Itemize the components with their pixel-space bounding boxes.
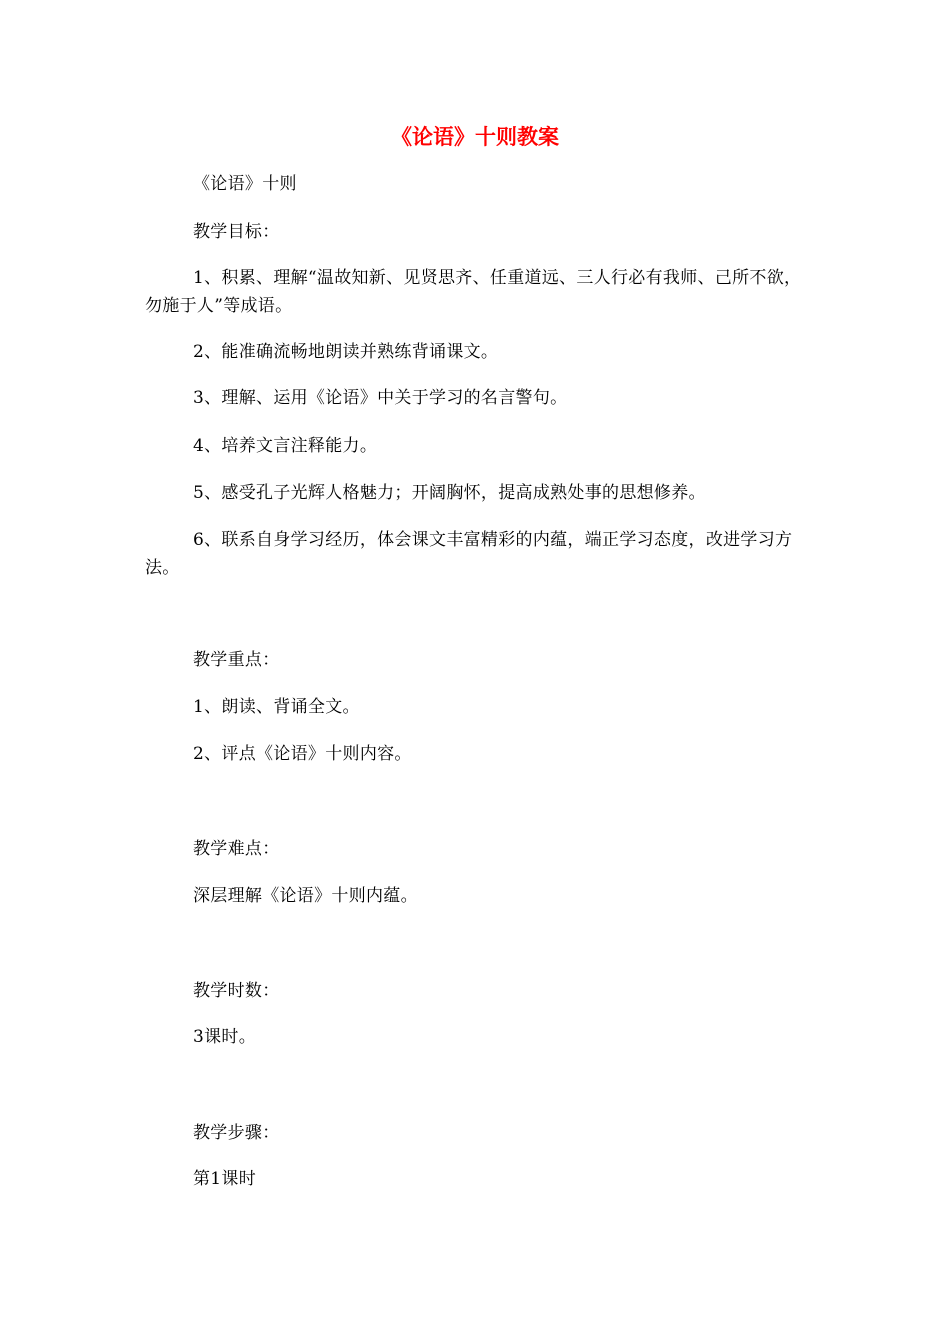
key-points-heading: 教学重点： [193, 650, 280, 670]
objective-item-4: 4、培养文言注释能力。 [193, 436, 378, 456]
objective-item-1: 1、积累、理解“温故知新、见贤思齐、任重道远、三人行必有我师、己所不欲，勿施于人”等成语。 [145, 268, 802, 316]
hours-text: 3课时。 [193, 1027, 257, 1047]
objectives-heading: 教学目标： [193, 222, 280, 242]
objective-item-3: 3、理解、运用《论语》中关于学习的名言警句。 [193, 388, 568, 408]
objective-item-2: 2、能准确流畅地朗读并熟练背诵课文。 [193, 342, 499, 362]
document-title: 《论语》十则教案 [391, 125, 559, 149]
steps-heading: 教学步骤： [193, 1123, 280, 1143]
difficulty-text: 深层理解《论语》十则内蕴。 [193, 886, 418, 906]
document-subtitle: 《论语》十则 [193, 174, 297, 194]
objective-item-6: 6、联系自身学习经历，体会课文丰富精彩的内蕴，端正学习态度，改进学习方法。 [145, 530, 793, 578]
first-lesson-heading: 第1课时 [193, 1169, 257, 1189]
difficulty-heading: 教学难点： [193, 839, 280, 859]
hours-heading: 教学时数： [193, 981, 280, 1001]
key-point-item-1: 1、朗读、背诵全文。 [193, 697, 360, 717]
objective-item-5: 5、感受孔子光辉人格魅力；开阔胸怀，提高成熟处事的思想修养。 [193, 483, 706, 503]
key-point-item-2: 2、评点《论语》十则内容。 [193, 744, 412, 764]
